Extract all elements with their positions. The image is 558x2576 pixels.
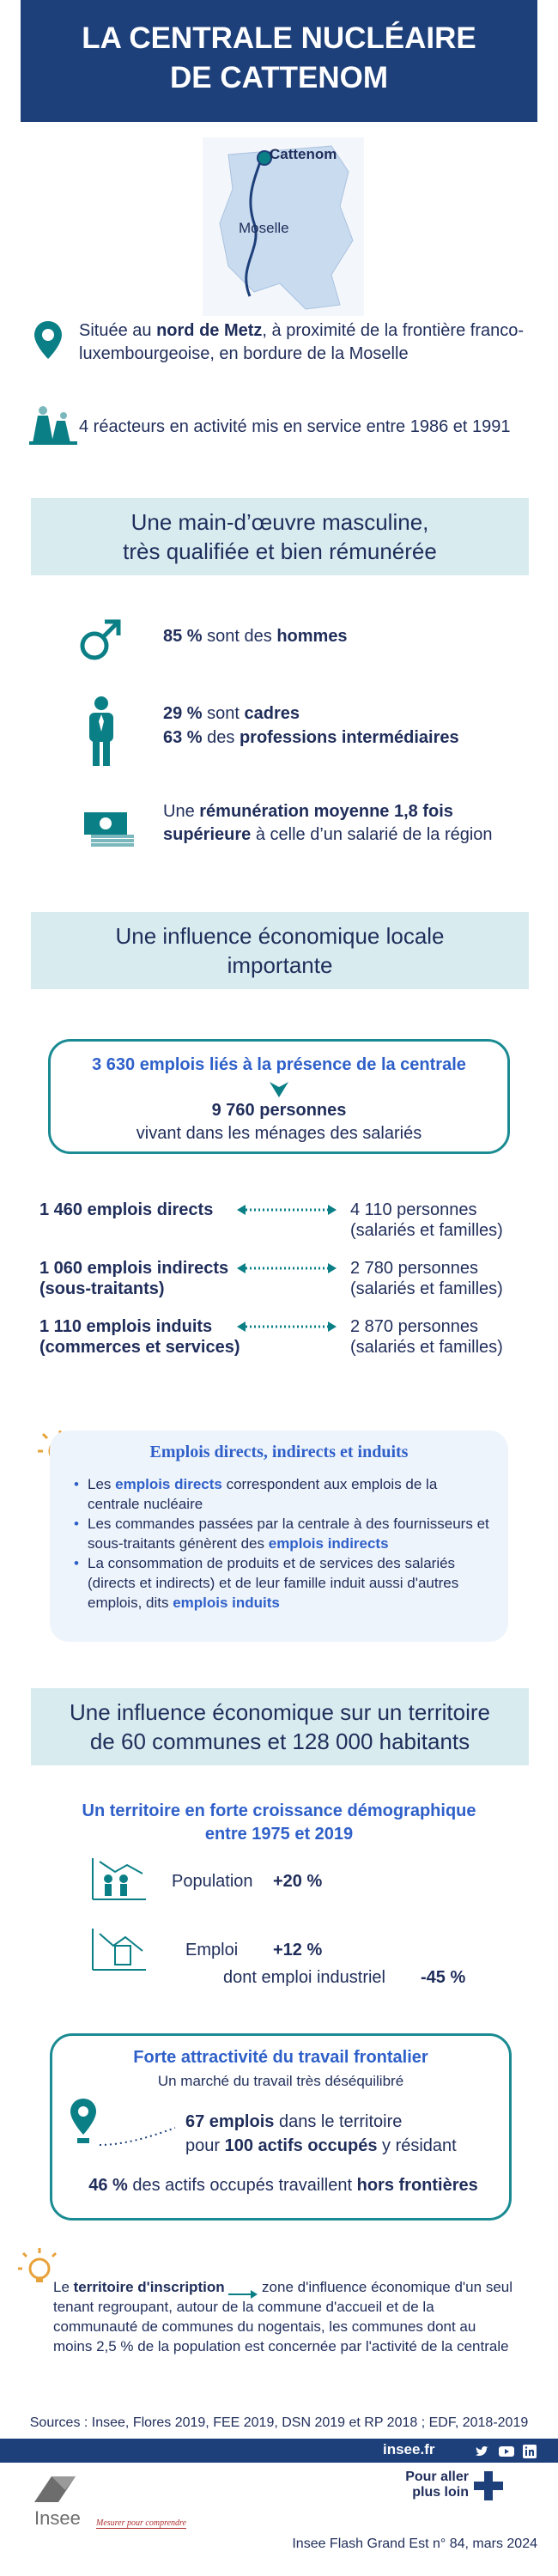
frontier-line3: 46 % des actifs occupés travaillent hors frontières — [88, 2176, 478, 2195]
jobs-summary-box — [48, 1039, 510, 1154]
cadres-stat: 29 % sont cadres — [163, 704, 300, 723]
map-river-label: Moselle — [239, 220, 289, 236]
growth-title: Un territoire en forte croissance démographique entre 1975 et 2019 — [82, 1801, 476, 1844]
plus-icon[interactable] — [474, 2471, 503, 2500]
down-arrow-icon — [268, 1080, 290, 1099]
frontier-title: Forte attractivité du travail frontalier — [133, 2048, 428, 2067]
section1-line1: Une main-d’œuvre masculine, — [130, 509, 429, 535]
youtube-icon[interactable] — [498, 2444, 515, 2459]
definitions-list — [65, 1474, 491, 1613]
publication-text: Insee Flash Grand Est n° 84, mars 2024 — [292, 2537, 537, 2551]
summary-persons: 9 760 personnes — [211, 1101, 347, 1120]
section-local-influence-header — [31, 912, 529, 989]
row-value: 4 110 personnes — [350, 1200, 477, 1219]
summary-jobs: 3 630 emplois liés à la présence de la centrale — [92, 1055, 466, 1074]
summary-persons-sub: vivant dans les ménages des salariés — [136, 1124, 422, 1143]
section3-line1: Une influence économique sur un territoire — [70, 1699, 490, 1725]
row-value-sub: (salariés et familles) — [350, 1338, 503, 1357]
emploi-value: +12 % — [273, 1941, 323, 1959]
section-territory-header — [31, 1688, 529, 1765]
population-value: +20 % — [273, 1872, 323, 1891]
location-text: Située au nord de Metz, à proximité de la frontière franco-luxembourgeoise, en bordure de la Moselle — [79, 321, 525, 363]
definition-item: • Les commandes passées par la centrale à des fournisseurs et sous-traitants génèrent des emplois indirects — [65, 1514, 491, 1553]
row-label: 1 110 emplois induits — [39, 1317, 213, 1336]
row-value: 2 870 personnes — [350, 1317, 479, 1336]
double-arrow-icon — [237, 1204, 337, 1216]
arrow-right-icon — [228, 2284, 258, 2293]
title-line-1: LA CENTRALE NUCLÉAIRE — [82, 21, 476, 55]
sources-text: Sources : Insee, Flores 2019, FEE 2019, DSN 2019 et RP 2018 ; EDF, 2018-2019 — [29, 2415, 529, 2430]
section2-line1: Une influence économique locale — [115, 923, 445, 949]
row-value: 2 780 personnes — [350, 1259, 479, 1278]
row-label: 1 460 emplois directs — [39, 1200, 214, 1219]
tagline: Mesurer pour comprendre — [96, 2518, 186, 2528]
site-link[interactable]: insee.fr — [383, 2441, 435, 2458]
lightbulb-icon — [15, 2243, 58, 2286]
row-label: 1 060 emplois indirects — [39, 1259, 229, 1278]
double-arrow-icon — [237, 1262, 337, 1274]
money-icon — [82, 809, 136, 847]
section3-line2: de 60 communes et 128 000 habitants — [89, 1728, 470, 1754]
salary-stat: Une rémunération moyenne 1,8 fois supérieure à celle d’un salarié de la région — [163, 802, 493, 844]
map-city-label: Cattenom — [270, 146, 337, 162]
emploi-label: Emploi — [185, 1941, 239, 1959]
location-pin-icon — [33, 319, 64, 362]
population-chart-icon — [89, 1855, 149, 1903]
row-value-sub: (salariés et familles) — [350, 1279, 503, 1298]
reactor-icon — [29, 404, 77, 445]
section1-line2: très qualifiée et bien rémunérée — [123, 538, 437, 564]
professions-stat: 63 % des professions intermédiaires — [163, 728, 459, 747]
insee-logo-text: Insee — [34, 2507, 81, 2529]
location-map — [203, 137, 364, 316]
reactors-text: 4 réacteurs en activité mis en service entre 1986 et 1991 — [79, 417, 511, 436]
section2-line2: importante — [227, 952, 333, 978]
row-value-sub: (salariés et familles) — [350, 1221, 503, 1240]
title-line-2: DE CATTENOM — [169, 61, 389, 94]
definitions-title: Emplois directs, indirects et induits — [149, 1443, 409, 1461]
location-pin-icon — [69, 2097, 98, 2152]
male-symbol-icon — [77, 618, 122, 663]
definition-item: • La consommation de produits et de services des salariés (directs et indirects) et de leur famille induit aussi d'autres emplois, dits emplois induits — [65, 1553, 491, 1613]
territory-note: Le territoire d'inscription zone d'influence économique d'un seul tenant regroupant, autour de la commune d'accueil et de la communauté de communes du nogentais, les communes dont au moins 2,5 % de la population est concernée par l'activité de la centrale — [53, 2279, 513, 2354]
frontier-line1: 67 emplois dans le territoire — [185, 2112, 403, 2131]
frontier-line2: pour 100 actifs occupés y résidant — [185, 2136, 457, 2155]
double-arrow-icon — [237, 1321, 337, 1333]
section-workforce-header — [31, 498, 529, 575]
row-label-sub: (sous-traitants) — [39, 1279, 165, 1298]
manager-icon — [84, 696, 118, 766]
twitter-icon[interactable] — [474, 2444, 489, 2459]
definitions-box — [50, 1431, 508, 1642]
dotted-arrow-icon — [96, 2121, 182, 2147]
row-label-sub: (commerces et services) — [39, 1338, 240, 1357]
frontier-subtitle: Un marché du travail très déséquilibré — [157, 2073, 404, 2089]
more-link[interactable]: Pour aller plus loin — [405, 2470, 469, 2500]
definition-item: • Les emplois directs correspondent aux emplois de la centrale nucléaire — [65, 1474, 491, 1514]
population-label: Population — [172, 1872, 253, 1891]
employment-chart-icon — [89, 1925, 149, 1973]
linkedin-icon[interactable] — [522, 2444, 537, 2459]
men-stat: 85 % sont des hommes — [163, 627, 348, 646]
industry-label: dont emploi industriel — [223, 1968, 385, 1987]
industry-value: -45 % — [421, 1968, 466, 1987]
page-title — [21, 0, 537, 122]
